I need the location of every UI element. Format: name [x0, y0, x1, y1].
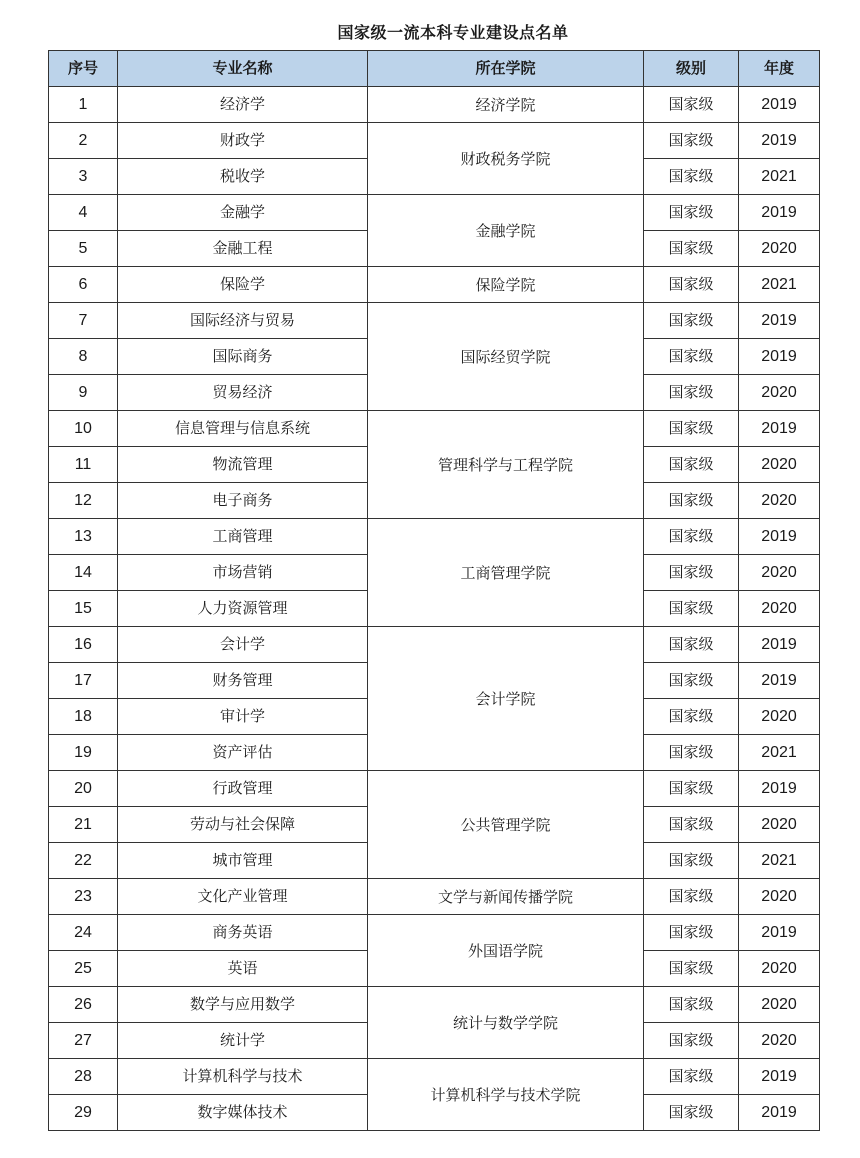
table-row: [49, 303, 820, 339]
cell-no: 17: [49, 663, 118, 699]
cell-level: 国家级: [644, 195, 739, 231]
cell-major: 数字媒体技术: [118, 1095, 368, 1131]
cell-level: 国家级: [644, 843, 739, 879]
cell-major: 文化产业管理: [118, 879, 368, 915]
cell-major: 人力资源管理: [118, 591, 368, 627]
cell-major: 审计学: [118, 699, 368, 735]
cell-major: 电子商务: [118, 483, 368, 519]
major-list-table: [48, 50, 820, 1131]
cell-major: 行政管理: [118, 771, 368, 807]
header-level: 级别: [644, 51, 739, 87]
cell-level: 国家级: [644, 447, 739, 483]
cell-no: 27: [49, 1023, 118, 1059]
table-row: [49, 87, 820, 123]
header-no: 序号: [49, 51, 118, 87]
table-row: [49, 915, 820, 951]
cell-year: 2019: [739, 123, 820, 159]
cell-no: 26: [49, 987, 118, 1023]
cell-major: 资产评估: [118, 735, 368, 771]
cell-major: 国际商务: [118, 339, 368, 375]
cell-year: 2019: [739, 1095, 820, 1131]
cell-level: 国家级: [644, 375, 739, 411]
cell-year: 2020: [739, 555, 820, 591]
cell-no: 15: [49, 591, 118, 627]
cell-year: 2020: [739, 987, 820, 1023]
cell-year: 2020: [739, 951, 820, 987]
cell-major: 城市管理: [118, 843, 368, 879]
cell-school: 工商管理学院: [368, 519, 644, 627]
cell-level: 国家级: [644, 735, 739, 771]
cell-level: 国家级: [644, 303, 739, 339]
cell-year: 2020: [739, 483, 820, 519]
cell-school: 统计与数学学院: [368, 987, 644, 1059]
cell-major: 劳动与社会保障: [118, 807, 368, 843]
cell-no: 1: [49, 87, 118, 123]
header-year: 年度: [739, 51, 820, 87]
table-row: [49, 411, 820, 447]
cell-year: 2020: [739, 807, 820, 843]
cell-level: 国家级: [644, 267, 739, 303]
cell-school: 文学与新闻传播学院: [368, 879, 644, 915]
cell-major: 金融工程: [118, 231, 368, 267]
cell-major: 保险学: [118, 267, 368, 303]
cell-year: 2020: [739, 879, 820, 915]
cell-year: 2019: [739, 771, 820, 807]
cell-major: 信息管理与信息系统: [118, 411, 368, 447]
cell-no: 21: [49, 807, 118, 843]
cell-level: 国家级: [644, 411, 739, 447]
cell-year: 2019: [739, 663, 820, 699]
cell-no: 3: [49, 159, 118, 195]
cell-school: 公共管理学院: [368, 771, 644, 879]
cell-major: 工商管理: [118, 519, 368, 555]
cell-level: 国家级: [644, 951, 739, 987]
table-row: [49, 879, 820, 915]
cell-major: 市场营销: [118, 555, 368, 591]
cell-level: 国家级: [644, 1059, 739, 1095]
cell-major: 数学与应用数学: [118, 987, 368, 1023]
cell-major: 计算机科学与技术: [118, 1059, 368, 1095]
cell-level: 国家级: [644, 519, 739, 555]
cell-level: 国家级: [644, 771, 739, 807]
cell-major: 财务管理: [118, 663, 368, 699]
cell-no: 11: [49, 447, 118, 483]
cell-no: 20: [49, 771, 118, 807]
cell-level: 国家级: [644, 483, 739, 519]
cell-school: 外国语学院: [368, 915, 644, 987]
cell-no: 2: [49, 123, 118, 159]
table-row: [49, 195, 820, 231]
cell-school: 金融学院: [368, 195, 644, 267]
cell-year: 2019: [739, 339, 820, 375]
table-row: [49, 987, 820, 1023]
cell-no: 6: [49, 267, 118, 303]
cell-major: 贸易经济: [118, 375, 368, 411]
cell-school: 计算机科学与技术学院: [368, 1059, 644, 1131]
cell-level: 国家级: [644, 1023, 739, 1059]
cell-major: 英语: [118, 951, 368, 987]
cell-level: 国家级: [644, 627, 739, 663]
cell-year: 2020: [739, 375, 820, 411]
cell-no: 7: [49, 303, 118, 339]
cell-level: 国家级: [644, 159, 739, 195]
cell-no: 19: [49, 735, 118, 771]
cell-major: 税收学: [118, 159, 368, 195]
cell-school: 会计学院: [368, 627, 644, 771]
header-major: 专业名称: [118, 51, 368, 87]
cell-no: 5: [49, 231, 118, 267]
cell-level: 国家级: [644, 87, 739, 123]
cell-year: 2020: [739, 591, 820, 627]
cell-level: 国家级: [644, 879, 739, 915]
cell-year: 2019: [739, 87, 820, 123]
cell-no: 24: [49, 915, 118, 951]
cell-year: 2019: [739, 303, 820, 339]
cell-level: 国家级: [644, 123, 739, 159]
cell-level: 国家级: [644, 663, 739, 699]
cell-year: 2019: [739, 627, 820, 663]
cell-no: 12: [49, 483, 118, 519]
cell-year: 2020: [739, 231, 820, 267]
cell-year: 2020: [739, 699, 820, 735]
cell-year: 2021: [739, 159, 820, 195]
cell-major: 经济学: [118, 87, 368, 123]
page-title: 国家级一流本科专业建设点名单: [337, 23, 569, 42]
cell-no: 13: [49, 519, 118, 555]
cell-no: 10: [49, 411, 118, 447]
cell-major: 金融学: [118, 195, 368, 231]
cell-level: 国家级: [644, 339, 739, 375]
cell-no: 9: [49, 375, 118, 411]
table-row: [49, 123, 820, 159]
cell-no: 28: [49, 1059, 118, 1095]
cell-year: 2019: [739, 411, 820, 447]
cell-no: 23: [49, 879, 118, 915]
cell-school: 保险学院: [368, 267, 644, 303]
table-body: [49, 87, 820, 1131]
cell-year: 2019: [739, 195, 820, 231]
cell-major: 统计学: [118, 1023, 368, 1059]
cell-level: 国家级: [644, 915, 739, 951]
cell-year: 2021: [739, 843, 820, 879]
cell-year: 2021: [739, 267, 820, 303]
table-row: [49, 771, 820, 807]
cell-school: 财政税务学院: [368, 123, 644, 195]
table-row: [49, 1059, 820, 1095]
cell-level: 国家级: [644, 591, 739, 627]
cell-year: 2020: [739, 1023, 820, 1059]
cell-level: 国家级: [644, 987, 739, 1023]
table-row: [49, 519, 820, 555]
cell-year: 2019: [739, 1059, 820, 1095]
cell-school: 管理科学与工程学院: [368, 411, 644, 519]
cell-level: 国家级: [644, 231, 739, 267]
cell-major: 商务英语: [118, 915, 368, 951]
cell-level: 国家级: [644, 807, 739, 843]
cell-year: 2020: [739, 447, 820, 483]
cell-major: 财政学: [118, 123, 368, 159]
cell-major: 会计学: [118, 627, 368, 663]
cell-major: 国际经济与贸易: [118, 303, 368, 339]
table-row: [49, 267, 820, 303]
cell-no: 25: [49, 951, 118, 987]
cell-no: 18: [49, 699, 118, 735]
table-row: [49, 627, 820, 663]
header-school: 所在学院: [368, 51, 644, 87]
cell-year: 2019: [739, 915, 820, 951]
header-row: [49, 51, 820, 87]
cell-year: 2019: [739, 519, 820, 555]
cell-year: 2021: [739, 735, 820, 771]
cell-level: 国家级: [644, 555, 739, 591]
cell-no: 22: [49, 843, 118, 879]
cell-no: 29: [49, 1095, 118, 1131]
cell-level: 国家级: [644, 1095, 739, 1131]
cell-school: 经济学院: [368, 87, 644, 123]
cell-no: 4: [49, 195, 118, 231]
cell-no: 16: [49, 627, 118, 663]
cell-school: 国际经贸学院: [368, 303, 644, 411]
cell-no: 8: [49, 339, 118, 375]
cell-no: 14: [49, 555, 118, 591]
cell-level: 国家级: [644, 699, 739, 735]
cell-major: 物流管理: [118, 447, 368, 483]
